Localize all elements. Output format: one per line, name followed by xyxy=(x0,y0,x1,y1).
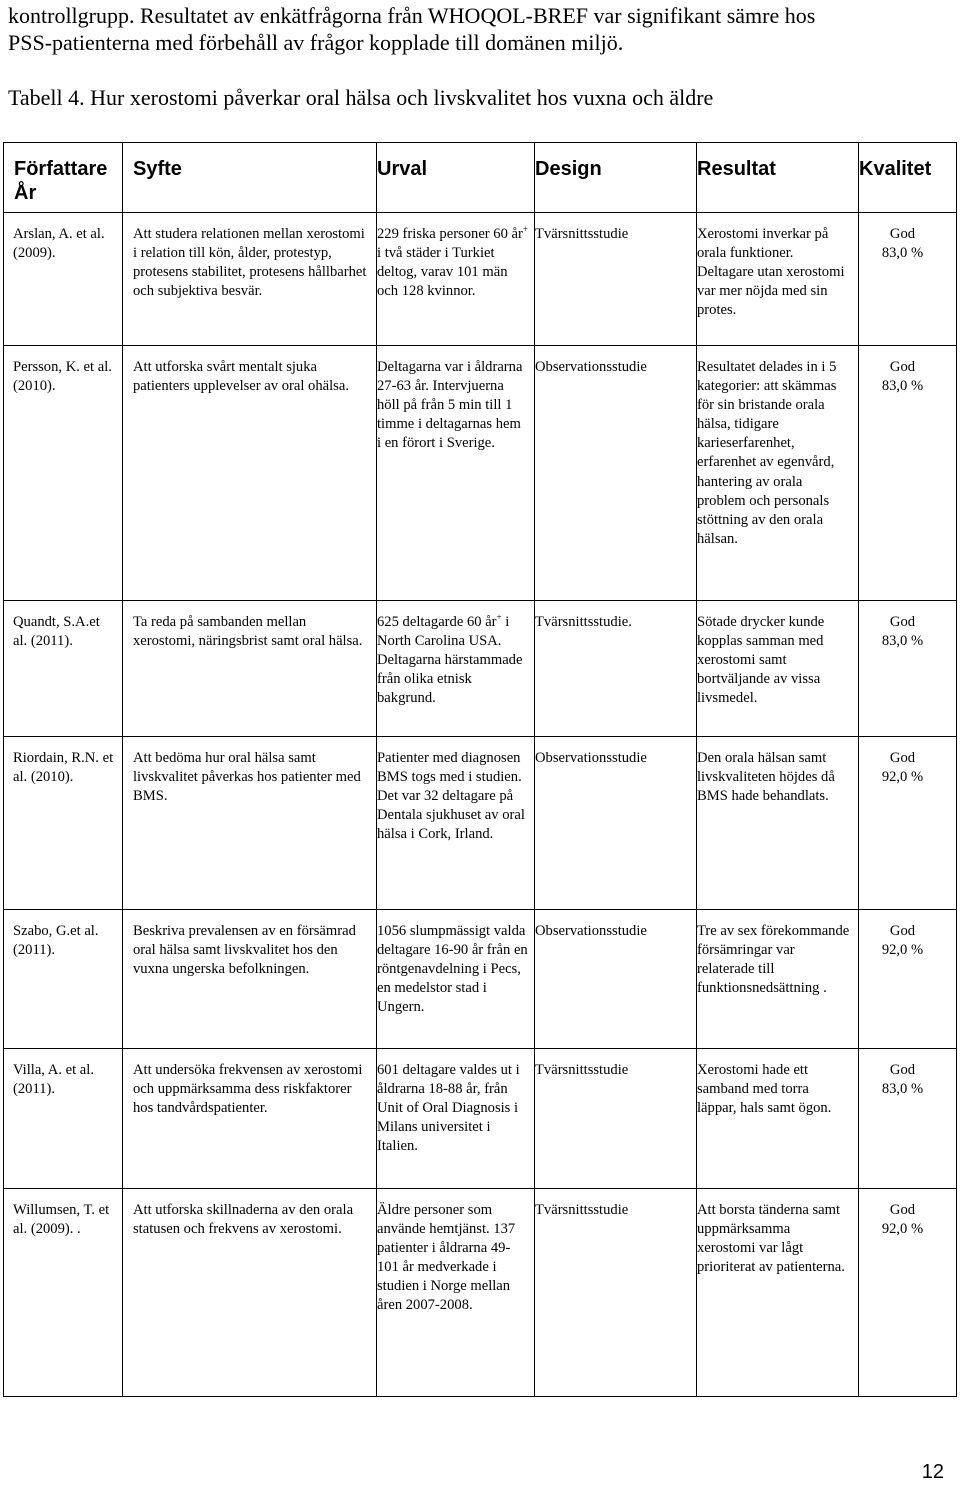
cell-design: Tvärsnittsstudie xyxy=(535,1189,697,1397)
literature-table xyxy=(3,142,957,1397)
cell-kvalitet xyxy=(859,601,957,737)
cell-resultat: Den orala hälsan samt livskvaliteten höjdes då BMS hade behandlats. xyxy=(697,737,859,910)
cell-urval xyxy=(377,1049,535,1189)
header-resultat: Resultat xyxy=(697,143,859,213)
header-kvalitet: Kvalitet xyxy=(859,143,957,213)
kvalitet-label: God xyxy=(889,226,916,242)
cell-urval xyxy=(377,346,535,601)
cell-syfte: Att undersöka frekvensen av xerostomi och uppmärksamma dess riskfaktorer hos tandvårdspatienter. xyxy=(123,1049,377,1189)
cell-syfte: Ta reda på sambanden mellan xerostomi, näringsbrist samt oral hälsa. xyxy=(123,601,377,737)
header-urval: Urval xyxy=(377,143,535,213)
kvalitet-percent: 83,0 % xyxy=(881,245,924,262)
cell-urval xyxy=(377,213,535,346)
cell-urval xyxy=(377,1189,535,1397)
kvalitet-percent: 92,0 % xyxy=(881,769,924,786)
urval-text: 601 deltagare valdes ut i åldrarna 18-88 år, från Unit of Oral Diagnosis i Milans universitet i Italien. xyxy=(377,1062,520,1155)
table-row xyxy=(4,737,957,910)
cell-design: Tvärsnittsstudie xyxy=(535,213,697,346)
cell-kvalitet xyxy=(859,1189,957,1397)
cell-syfte: Att utforska skillnaderna av den orala statusen och frekvens av xerostomi. xyxy=(123,1189,377,1397)
cell-syfte: Att studera relationen mellan xerostomi i relation till kön, ålder, protestyp, protesens stabilitet, protesens hållbarhet och subjektiva besvär. xyxy=(123,213,377,346)
urval-text: 1056 slumpmässigt valda deltagare 16-90 år från en röntgenavdelning i Pecs, en medelstor stad i Ungern. xyxy=(377,923,528,1016)
cell-syfte: Att bedöma hur oral hälsa samt livskvalitet påverkas hos patienter med BMS. xyxy=(123,737,377,910)
table-header-row xyxy=(4,143,957,213)
cell-kvalitet xyxy=(859,737,957,910)
table-row xyxy=(4,346,957,601)
cell-urval xyxy=(377,910,535,1049)
cell-author: Willumsen, T. et al. (2009). . xyxy=(4,1189,123,1397)
cell-urval xyxy=(377,737,535,910)
kvalitet-percent: 83,0 % xyxy=(881,1081,924,1098)
urval-text-continued: i två städer i Turkiet deltog, varav 101 män och 128 kvinnor. xyxy=(377,245,508,300)
urval-text-continued: i North Carolina USA. Deltagarna härstammade från olika etnisk bakgrund. xyxy=(377,614,523,707)
urval-text: Äldre personer som använde hemtjänst. 137 patienter i åldrarna 49-101 år medverkade i studien i Norge mellan åren 2007-2008. xyxy=(377,1202,516,1314)
table-row xyxy=(4,601,957,737)
cell-author: Riordain, R.N. et al. (2010). xyxy=(4,737,123,910)
cell-author: Quandt, S.A.et al. (2011). xyxy=(4,601,123,737)
cell-author: Szabo, G.et al. (2011). xyxy=(4,910,123,1049)
header-author xyxy=(4,143,123,213)
urval-text: 625 deltagarde 60 år xyxy=(377,614,497,630)
kvalitet-label: God xyxy=(889,614,916,630)
cell-syfte: Att utforska svårt mentalt sjuka patienters upplevelser av oral ohälsa. xyxy=(123,346,377,601)
table-row xyxy=(4,1049,957,1189)
cell-author: Persson, K. et al. (2010). xyxy=(4,346,123,601)
table-row xyxy=(4,910,957,1049)
header-author-line-2: År xyxy=(14,182,37,204)
cell-author: Villa, A. et al. (2011). xyxy=(4,1049,123,1189)
cell-resultat: Sötade drycker kunde kopplas samman med xerostomi samt bortväljande av vissa livsmedel. xyxy=(697,601,859,737)
cell-kvalitet xyxy=(859,910,957,1049)
header-author-line-1: Författare xyxy=(14,158,108,180)
kvalitet-percent: 92,0 % xyxy=(881,942,924,959)
table-row xyxy=(4,213,957,346)
cell-urval xyxy=(377,601,535,737)
kvalitet-label: God xyxy=(889,1202,916,1218)
cell-design: Observationsstudie xyxy=(535,910,697,1049)
cell-design: Observationsstudie xyxy=(535,737,697,910)
urval-text: Deltagarna var i åldrarna 27-63 år. Intervjuerna höll på från 5 min till 1 timme i deltagarnas hem i en förort i Sverige. xyxy=(377,359,523,452)
kvalitet-label: God xyxy=(889,359,916,375)
cell-resultat: Tre av sex förekommande försämringar var relaterade till funktionsnedsättning . xyxy=(697,910,859,1049)
page-number: 12 xyxy=(921,1461,944,1483)
cell-resultat: Resultatet delades in i 5 kategorier: att skämmas för sin bristande orala hälsa, tidigare karieserfarenhet, erfarenhet av egenvård, hantering av orala problem och personals stöttning av den orala hälsan. xyxy=(697,346,859,601)
cell-design: Tvärsnittsstudie xyxy=(535,1049,697,1189)
kvalitet-label: God xyxy=(889,1062,916,1078)
kvalitet-percent: 92,0 % xyxy=(881,1221,924,1238)
kvalitet-percent: 83,0 % xyxy=(881,633,924,650)
cell-syfte: Beskriva prevalensen av en försämrad oral hälsa samt livskvalitet hos den vuxna ungerska befolkningen. xyxy=(123,910,377,1049)
urval-superscript: + xyxy=(496,612,502,623)
table-body xyxy=(4,213,957,1397)
urval-superscript: + xyxy=(522,224,528,235)
kvalitet-label: God xyxy=(889,923,916,939)
urval-text: 229 friska personer 60 år xyxy=(377,226,523,242)
header-syfte: Syfte xyxy=(123,143,377,213)
cell-kvalitet xyxy=(859,346,957,601)
intro-line-2: PSS-patienterna med förbehåll av frågor kopplade till domänen miljö. xyxy=(8,30,624,55)
table-row xyxy=(4,1189,957,1397)
cell-author: Arslan, A. et al. (2009). xyxy=(4,213,123,346)
kvalitet-label: God xyxy=(889,750,916,766)
cell-resultat: Xerostomi inverkar på orala funktioner. Deltagare utan xerostomi var mer nöjda med sin protes. xyxy=(697,213,859,346)
cell-design: Tvärsnittsstudie. xyxy=(535,601,697,737)
table-caption: Tabell 4. Hur xerostomi påverkar oral hälsa och livskvalitet hos vuxna och äldre xyxy=(8,85,714,110)
cell-resultat: Xerostomi hade ett samband med torra läppar, hals samt ögon. xyxy=(697,1049,859,1189)
cell-resultat: Att borsta tänderna samt uppmärksamma xerostomi var lågt prioriterat av patienterna. xyxy=(697,1189,859,1397)
kvalitet-percent: 83,0 % xyxy=(881,378,924,395)
urval-text: Patienter med diagnosen BMS togs med i studien. Det var 32 deltagare på Dentala sjukhuset av oral hälsa i Cork, Irland. xyxy=(377,750,525,843)
cell-kvalitet xyxy=(859,213,957,346)
intro-line-1: kontrollgrupp. Resultatet av enkätfrågorna från WHOQOL-BREF var signifikant sämre hos xyxy=(8,3,816,28)
intro-paragraph xyxy=(8,2,948,56)
cell-kvalitet xyxy=(859,1049,957,1189)
header-design: Design xyxy=(535,143,697,213)
cell-design: Observationsstudie xyxy=(535,346,697,601)
